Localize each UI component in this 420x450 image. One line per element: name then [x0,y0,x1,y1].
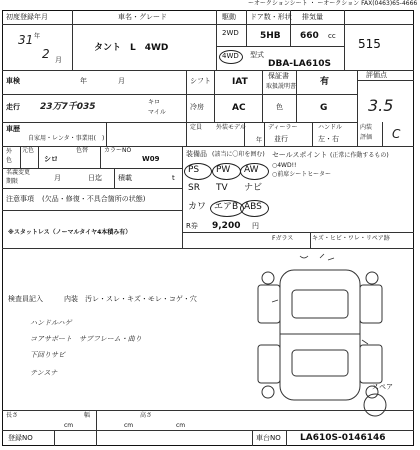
fglass-options: キズ・ヒビ・ワレ・リペア跡 [312,235,390,242]
interior-value: C [392,127,401,141]
displacement-value: 660 [300,31,319,41]
handle-label: ハンドル [318,124,343,131]
outer-label: 外 [6,148,13,155]
equip-abs: ABS [244,202,262,212]
ac-value: AC [232,103,246,113]
height-unit: cm [176,422,186,429]
shift-label: シフト [190,77,211,85]
equip-airbag: エアB [214,202,239,212]
deadline-day: 日迄 [88,174,102,182]
color-no-value: W09 [142,155,160,163]
sales-point-sub: (正常に作動するもの) [330,152,389,159]
equip-ps: PS [188,165,200,175]
dealer-label: ディーラー [268,124,298,131]
km-unit: キロ [148,99,161,106]
loading-unit: t [172,174,175,182]
shift-value: IAT [232,77,248,87]
deadline-label: 名義変更 [6,169,31,176]
capacity-label: 定員 [190,124,203,131]
fglass-label: Fガラス [272,235,294,242]
warranty-label: 保証書 [268,72,289,80]
mile-unit: マイル [148,109,166,116]
notes-mark: ※スタットレス（ノーマルタイヤ4本積み有） [8,229,132,236]
inspection-year-unit: 年 [80,77,87,85]
color-value: G [320,103,328,113]
reg-no-label: 登録NO [8,434,33,442]
memo-1: ハンドルハゲ [30,319,72,327]
notes-label: 注意事項 [6,195,34,203]
month-unit: 月 [55,56,62,64]
recycle-label: R券 [186,222,198,230]
loading-label: 積載 [118,174,132,182]
reg-year: 31 [18,33,34,47]
color-label: 色 [276,103,283,111]
car-diagram [250,250,400,420]
notes-sublabel: (欠品・修復・不具合箇所の状態) [42,195,146,203]
ext-model-year: 年 [256,137,263,144]
color-change-label: 色替 [76,147,89,154]
interior-label: 内装 [360,124,373,131]
memo-4: テンスナ [30,369,58,377]
door-shape: 5HB [260,31,281,41]
score-value: 3.5 [368,96,394,115]
year-unit: 年 [34,33,41,40]
chassis-label: 車台NO [256,434,281,442]
color-no-label: カラーNO [104,147,132,154]
history-options: 自家用・レンタ・事業用( ) [28,135,105,142]
height-label: 高さ [140,412,153,419]
deadline-label2: 期限 [6,178,19,185]
equip-pw: PW [216,165,231,175]
original-color: シロ [44,155,58,163]
car-name-label: 車名・グレード [118,13,167,21]
memo-3: 下回りサビ [30,351,65,359]
original-label: 元色 [22,147,35,154]
chassis-value: LA610S-0146146 [300,433,386,443]
equipment-label: 装備品 [186,150,207,158]
ac-label: 冷房 [190,103,204,111]
drive-4wd: 4WD [222,52,239,60]
model-label: 型式 [250,51,264,59]
car-name: タント L 4WD [94,43,169,53]
handle-value: 左・右 [318,135,339,143]
inspector-options: 内装 汚レ・スレ・キズ・モレ・コゲ・穴 [64,295,197,303]
inspector-label: 検査員記入 [8,295,43,303]
equipment-sublabel: (該当に〇印を囲む) [212,151,265,158]
recycle-value: 9,200 [212,221,241,231]
sales-point-label: セールスポイント [272,151,328,159]
interior-sub: 評価 [360,134,373,141]
equip-sr: SR [188,183,200,193]
displacement-label: 排気量 [302,13,323,21]
ext-model-label: 外装モデル [216,124,246,131]
sales-point-2: ○前席シートヒーター [272,171,331,178]
model-code: DBA-LA610S [268,59,331,69]
recycle-unit: 円 [252,222,259,230]
width-label: 幅 [84,412,91,419]
sales-point-1: ○4WD!! [272,162,297,169]
spare-label: スペア [372,383,393,391]
lot-number: 515 [358,37,381,51]
inspection-label: 車検 [6,77,20,85]
header-strip: ーオークションシート ・ ーオークション FAX(0463)65-4666 [248,0,418,7]
reg-month: 2 [42,47,50,61]
equip-aw: AW [244,165,259,175]
width-unit: cm [124,422,134,429]
mileage-value: 23万7千035 [40,102,96,112]
deadline-month: 月 [54,174,61,182]
cc-unit: cc [328,32,336,40]
history-label: 車歴 [6,125,20,133]
length-label: 長さ [6,412,19,419]
dealer-value: 並行 [274,135,288,143]
score-label: 評価点 [366,71,387,79]
color-row-label: 色 [6,157,13,164]
inspection-month-unit: 月 [118,77,125,85]
warranty-value: 有 [320,77,330,87]
equip-navi: ナビ [244,183,263,193]
first-reg-label: 初度登録年月 [6,13,48,21]
drive-label: 駆動 [222,13,236,21]
drive-2wd: 2WD [222,29,239,37]
equip-tv: TV [216,183,228,193]
warranty-sub: 取扱説明書 [266,83,297,90]
door-label: ドア数・形状 [250,13,292,21]
memo-2: コアサポート サブフレーム・曲り [30,335,142,343]
length-unit: cm [64,422,74,429]
mileage-label: 走行 [6,103,20,111]
equip-leather: カワ [188,202,207,212]
